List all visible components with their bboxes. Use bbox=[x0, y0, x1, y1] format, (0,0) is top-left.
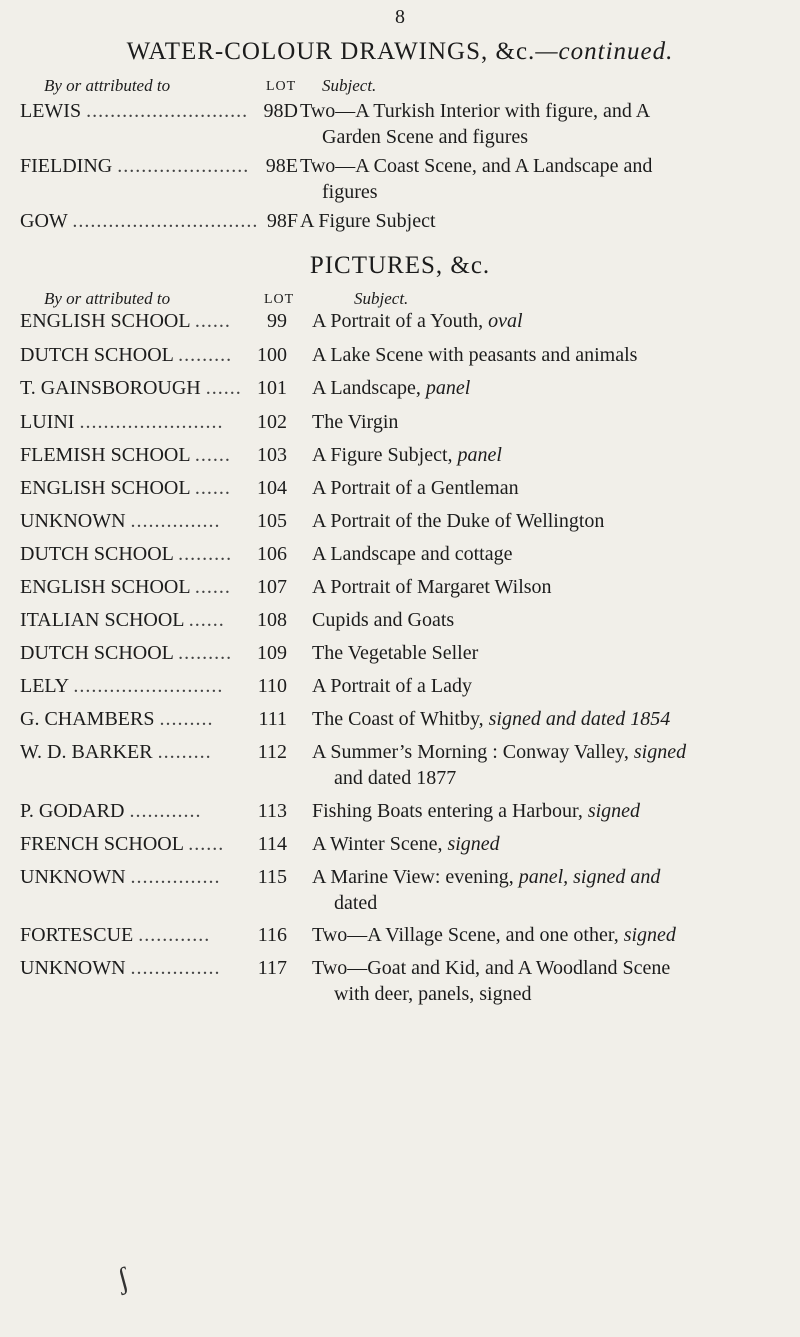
subject-note: panel, signed and bbox=[518, 866, 661, 888]
artist-name bbox=[20, 409, 285, 435]
artist-name bbox=[20, 541, 285, 567]
column-head-artist: By or attributed to bbox=[44, 289, 171, 308]
subject-description bbox=[312, 375, 790, 401]
subject-description bbox=[312, 308, 790, 334]
lot-number: 98E bbox=[265, 155, 298, 177]
lot-number: 101 bbox=[257, 377, 287, 399]
subject-description bbox=[312, 831, 790, 857]
subject-note: signed bbox=[633, 741, 687, 763]
leader-dots: ............ bbox=[129, 800, 202, 822]
artist-name bbox=[20, 922, 285, 948]
leader-dots: ...... bbox=[205, 377, 242, 399]
artist-label: FRENCH SCHOOL bbox=[20, 833, 184, 855]
subject-description bbox=[312, 607, 790, 633]
lot-number: 104 bbox=[257, 477, 287, 499]
leader-dots: ...... bbox=[194, 444, 231, 466]
subject-text: A Summer’s Morning : Conway Valley, bbox=[312, 741, 634, 763]
leader-dots: ......... bbox=[178, 543, 233, 565]
artist-name bbox=[20, 98, 285, 124]
subject-note: signed bbox=[587, 800, 641, 822]
lot-number: 102 bbox=[257, 411, 287, 433]
subject-text: Fishing Boats entering a Harbour, bbox=[312, 800, 588, 822]
lot-number: 103 bbox=[257, 444, 287, 466]
subject-text: A Winter Scene, bbox=[312, 833, 448, 855]
column-head-lot: LOT bbox=[264, 292, 295, 307]
subject-description bbox=[312, 342, 790, 368]
subject-description bbox=[312, 706, 790, 732]
lot-number: 112 bbox=[257, 741, 287, 763]
artist-label: ITALIAN SCHOOL bbox=[20, 609, 184, 631]
artist-label: UNKNOWN bbox=[20, 510, 126, 532]
subject-text: Two—Goat and Kid, and A Woodland Scene bbox=[312, 957, 671, 979]
subject-text: A Portrait of a Youth, bbox=[312, 310, 489, 332]
column-head-subject: Subject. bbox=[354, 289, 409, 308]
subject-text: Two—A Village Scene, and one other, bbox=[312, 924, 624, 946]
artist-label: FORTESCUE bbox=[20, 924, 134, 946]
subject-text: Cupids and Goats bbox=[312, 609, 455, 631]
leader-dots: ...... bbox=[188, 833, 225, 855]
leader-dots: ............... bbox=[130, 510, 221, 532]
subject-description bbox=[312, 955, 790, 1007]
subject-text: A Landscape, bbox=[312, 377, 426, 399]
artist-label: ENGLISH SCHOOL bbox=[20, 576, 190, 598]
artist-name bbox=[20, 831, 285, 857]
subject-text: The Vegetable Seller bbox=[312, 642, 479, 664]
column-head-subject: Subject. bbox=[322, 76, 377, 95]
artist-label: GOW bbox=[20, 210, 68, 232]
artist-label: FIELDING bbox=[20, 155, 113, 177]
subject-continuation: Garden Scene and figures bbox=[322, 126, 529, 148]
leader-dots: ......... bbox=[178, 344, 233, 366]
artist-label: T. GAINSBOROUGH bbox=[20, 377, 201, 399]
subject-description bbox=[312, 475, 790, 501]
subject-description bbox=[312, 922, 790, 948]
lot-number: 115 bbox=[257, 866, 287, 888]
leader-dots: ............... bbox=[130, 957, 221, 979]
subject-description bbox=[312, 574, 790, 600]
leader-dots: ........................ bbox=[79, 411, 224, 433]
leader-dots: ......... bbox=[159, 708, 214, 730]
subject-continuation: with deer, panels, signed bbox=[334, 983, 532, 1005]
leader-dots: ...... bbox=[194, 477, 231, 499]
artist-name bbox=[20, 342, 285, 368]
artist-name bbox=[20, 308, 285, 334]
lot-number: 111 bbox=[258, 708, 287, 730]
subject-description bbox=[312, 673, 790, 699]
subject-description bbox=[312, 409, 790, 435]
subject-description bbox=[300, 153, 790, 205]
artist-label: ENGLISH SCHOOL bbox=[20, 310, 190, 332]
lot-number: 109 bbox=[257, 642, 287, 664]
subject-text: The Coast of Whitby, bbox=[312, 708, 489, 730]
section-title: WATER-COLOUR DRAWINGS, &c. bbox=[126, 38, 536, 65]
subject-text: A Portrait of a Lady bbox=[312, 675, 472, 697]
column-head-lot: LOT bbox=[266, 79, 297, 94]
subject-description bbox=[300, 98, 790, 150]
subject-text: A Figure Subject, bbox=[312, 444, 458, 466]
leader-dots: ........................... bbox=[86, 100, 249, 122]
lot-number: 106 bbox=[257, 543, 287, 565]
section-title-continued: —continued. bbox=[535, 38, 674, 65]
subject-description bbox=[312, 798, 790, 824]
artist-label: DUTCH SCHOOL bbox=[20, 543, 174, 565]
section-heading-pictures: PICTURES, &c. bbox=[309, 252, 491, 279]
column-head-artist: By or attributed to bbox=[44, 76, 171, 95]
lot-number: 110 bbox=[257, 675, 287, 697]
leader-dots: ......................... bbox=[73, 675, 224, 697]
leader-dots: ...... bbox=[188, 609, 225, 631]
subject-text: A Landscape and cottage bbox=[312, 543, 513, 565]
subject-text: Two—A Coast Scene, and A Landscape and bbox=[300, 155, 653, 177]
subject-continuation: figures bbox=[322, 181, 378, 203]
subject-text: Two—A Turkish Interior with figure, and A bbox=[300, 100, 651, 122]
artist-name bbox=[20, 475, 285, 501]
artist-name bbox=[20, 574, 285, 600]
subject-text: A Marine View: evening, bbox=[312, 866, 519, 888]
lot-number: 114 bbox=[257, 833, 287, 855]
artist-name bbox=[20, 673, 285, 699]
subject-text: A Portrait of a Gentleman bbox=[312, 477, 519, 499]
page-number: 8 bbox=[395, 6, 405, 28]
lot-number: 105 bbox=[257, 510, 287, 532]
subject-text: A Portrait of the Duke of Wellington bbox=[312, 510, 605, 532]
artist-name bbox=[20, 706, 285, 732]
subject-description bbox=[312, 739, 790, 791]
subject-note: panel bbox=[457, 444, 502, 466]
artist-label: G. CHAMBERS bbox=[20, 708, 155, 730]
lot-number: 99 bbox=[267, 310, 287, 332]
artist-name bbox=[20, 864, 285, 890]
subject-note: signed bbox=[447, 833, 500, 855]
ink-mark: ʃ bbox=[113, 1261, 132, 1296]
artist-name bbox=[20, 798, 285, 824]
artist-label: W. D. BARKER bbox=[20, 741, 153, 763]
artist-name bbox=[20, 508, 285, 534]
lot-number: 116 bbox=[257, 924, 287, 946]
section-heading-watercolour bbox=[0, 38, 800, 66]
artist-label: FLEMISH SCHOOL bbox=[20, 444, 190, 466]
artist-label: UNKNOWN bbox=[20, 957, 126, 979]
artist-label: DUTCH SCHOOL bbox=[20, 642, 174, 664]
leader-dots: ...... bbox=[194, 310, 231, 332]
subject-description bbox=[312, 541, 790, 567]
artist-label: LEWIS bbox=[20, 100, 82, 122]
artist-label: DUTCH SCHOOL bbox=[20, 344, 174, 366]
lot-number: 108 bbox=[257, 609, 287, 631]
leader-dots: ...................... bbox=[117, 155, 250, 177]
artist-label: LELY bbox=[20, 675, 69, 697]
artist-name bbox=[20, 640, 285, 666]
subject-note: panel bbox=[425, 377, 471, 399]
lot-number: 117 bbox=[257, 957, 287, 979]
subject-continuation: and dated 1877 bbox=[334, 767, 457, 789]
leader-dots: ......... bbox=[157, 741, 212, 763]
subject-text: A Lake Scene with peasants and animals bbox=[312, 344, 638, 366]
artist-name bbox=[20, 607, 285, 633]
artist-name bbox=[20, 153, 285, 179]
subject-text: A Figure Subject bbox=[300, 210, 436, 232]
subject-text: The Virgin bbox=[312, 411, 399, 433]
artist-label: P. GODARD bbox=[20, 800, 125, 822]
artist-label: ENGLISH SCHOOL bbox=[20, 477, 190, 499]
artist-label: LUINI bbox=[20, 411, 75, 433]
artist-name bbox=[20, 375, 285, 401]
leader-dots: ............... bbox=[130, 866, 221, 888]
subject-note: oval bbox=[488, 310, 523, 332]
leader-dots: ............................... bbox=[72, 210, 259, 232]
subject-description bbox=[312, 508, 790, 534]
leader-dots: ......... bbox=[178, 642, 233, 664]
subject-description bbox=[312, 640, 790, 666]
artist-label: UNKNOWN bbox=[20, 866, 126, 888]
lot-number: 100 bbox=[257, 344, 287, 366]
lot-number: 113 bbox=[257, 800, 287, 822]
artist-name bbox=[20, 955, 285, 981]
subject-continuation: dated bbox=[334, 892, 378, 914]
leader-dots: ...... bbox=[194, 576, 231, 598]
leader-dots: ............ bbox=[138, 924, 211, 946]
subject-description bbox=[312, 442, 790, 468]
subject-note: signed and dated 1854 bbox=[488, 708, 671, 730]
subject-description bbox=[312, 864, 790, 916]
subject-description bbox=[300, 208, 790, 234]
artist-name bbox=[20, 442, 285, 468]
subject-note: signed bbox=[623, 924, 676, 946]
lot-number: 98F bbox=[266, 210, 298, 232]
artist-name bbox=[20, 208, 285, 234]
lot-number: 98D bbox=[263, 100, 298, 122]
subject-text: A Portrait of Margaret Wilson bbox=[312, 576, 552, 598]
artist-name bbox=[20, 739, 285, 765]
lot-number: 107 bbox=[257, 576, 287, 598]
